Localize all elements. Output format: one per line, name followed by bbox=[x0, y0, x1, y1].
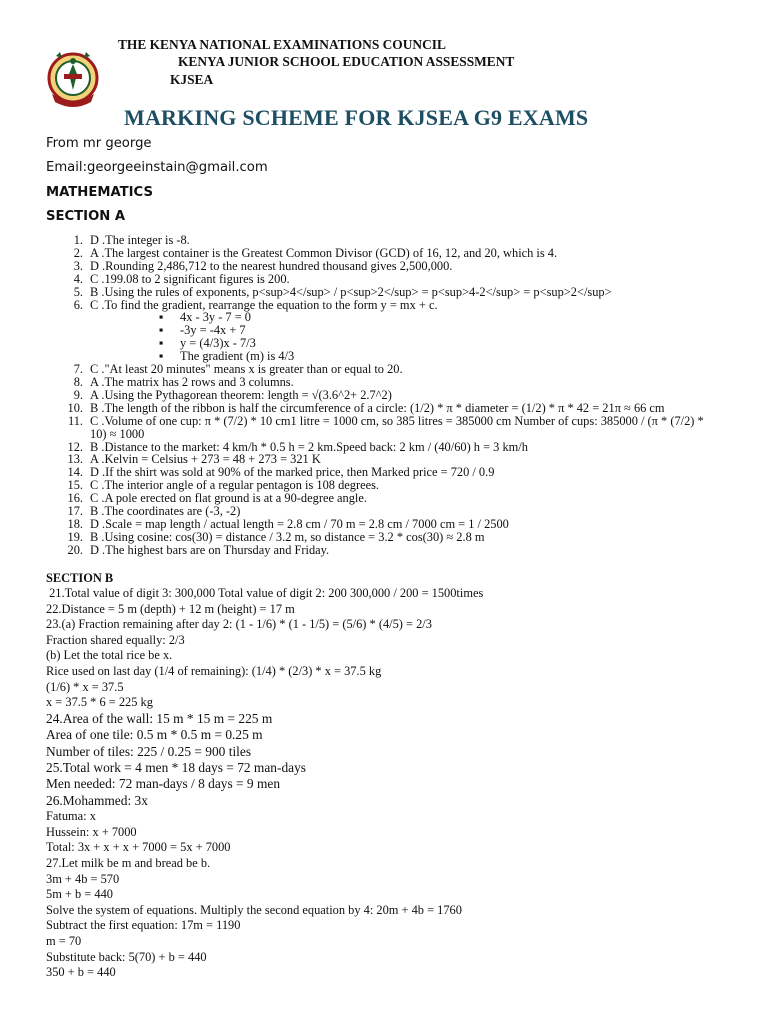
list-item: 7. C ."At least 20 minutes" means x is greater than or equal to 20. bbox=[73, 362, 403, 377]
email-line: Email:georgeeinstain@gmail.com bbox=[46, 160, 268, 175]
section-a-answers bbox=[46, 234, 722, 557]
list-item: 10. B .The length of the ribbon is half the circumference of a circle: (1/2) * π * diameter = (1/2) * π * 42 = 21π ≈ 66 cm bbox=[67, 400, 665, 415]
list-item: 19. B .Using cosine: cos(30) = distance / 3.2 m, so distance = 3.2 * cos(30) ≈ 2.8 m bbox=[67, 529, 485, 544]
list-item: 17. B .The coordinates are (-3, -2) bbox=[67, 504, 241, 519]
list-item: 18. D .Scale = map length / actual length = 2.8 cm / 70 m = 2.8 cm / 7000 cm = 1 / 2500 bbox=[67, 516, 509, 531]
answer-line: m = 70 bbox=[46, 933, 82, 948]
answer-line: 22.Distance = 5 m (depth) + 12 m (height) = 17 m bbox=[46, 601, 295, 616]
list-item: 14. D .If the shirt was sold at 90% of the marked price, then Marked price = 720 / 0.9 bbox=[67, 465, 495, 480]
list-item: 11. C .Volume of one cup: π * (7/2) * 10 cm1 litre = 1000 cm, so 385 litres = 385000 cm Number of cups: 385000 / (π * (7/2) * 10) ≈ 1000 bbox=[67, 413, 704, 441]
answer-line: Hussein: x + 7000 bbox=[46, 824, 137, 839]
bullet-icon: ▪ bbox=[159, 349, 164, 364]
list-item: 8. A .The matrix has 2 rows and 3 columns. bbox=[73, 374, 294, 389]
bullet-icon: ▪ bbox=[159, 336, 164, 351]
answer-line: 25.Total work = 4 men * 18 days = 72 man-days bbox=[46, 759, 306, 775]
list-item: ▪ y = (4/3)x - 7/3 bbox=[159, 336, 256, 351]
council-name: THE KENYA NATIONAL EXAMINATIONS COUNCIL bbox=[118, 37, 446, 52]
section-b-answers bbox=[46, 586, 746, 981]
section-a-heading: SECTION A bbox=[46, 209, 126, 224]
answer-line: Total: 3x + x + x + 7000 = 5x + 7000 bbox=[46, 840, 231, 855]
gradient-steps bbox=[46, 311, 722, 363]
author-line: From mr george bbox=[46, 136, 152, 151]
list-item: 3. D .Rounding 2,486,712 to the nearest hundred thousand gives 2,500,000. bbox=[73, 258, 453, 273]
bullet-icon: ▪ bbox=[159, 323, 164, 338]
answer-line: (b) Let the total rice be x. bbox=[46, 648, 173, 663]
assessment-name: KENYA JUNIOR SCHOOL EDUCATION ASSESSMENT bbox=[178, 54, 515, 69]
answer-line: 3m + 4b = 570 bbox=[46, 871, 120, 886]
bullet-icon: ▪ bbox=[159, 310, 164, 325]
list-item: 16. C .A pole erected on flat ground is at a 90-degree angle. bbox=[67, 491, 367, 506]
list-item: 13. A .Kelvin = Celsius + 273 = 48 + 273 = 321 K bbox=[67, 452, 321, 467]
list-item: 20. D .The highest bars are on Thursday and Friday. bbox=[67, 542, 330, 557]
list-item: 4. C .199.08 to 2 significant figures is 200. bbox=[73, 271, 290, 286]
answer-line: Rice used on last day (1/4 of remaining): (1/4) * (2/3) * x = 37.5 kg bbox=[46, 663, 382, 678]
knec-crest-icon bbox=[44, 50, 102, 110]
list-item: 6. C .To find the gradient, rearrange the equation to the form y = mx + c. bbox=[73, 297, 438, 312]
list-item: 9. A .Using the Pythagorean theorem: length = √(3.6^2+ 2.7^2) bbox=[73, 387, 392, 402]
answer-line: 27.Let milk be m and bread be b. bbox=[46, 855, 211, 870]
answer-line: 26.Mohammed: 3x bbox=[46, 792, 148, 808]
list-item: 1. D .The integer is -8. bbox=[73, 233, 190, 247]
answer-line: 23.(a) Fraction remaining after day 2: (1 - 1/6) * (1 - 1/5) = (5/6) * (4/5) = 2/3 bbox=[46, 617, 432, 632]
answer-line: Fraction shared equally: 2/3 bbox=[46, 632, 185, 647]
section-b-heading: SECTION B bbox=[46, 571, 114, 585]
answer-line: 350 + b = 440 bbox=[46, 965, 116, 980]
list-item: 12. B .Distance to the market: 4 km/h * 0.5 h = 2 km.Speed back: 2 km / (40/60) h = 3 km/h bbox=[67, 439, 528, 454]
answer-line: Fatuma: x bbox=[46, 809, 96, 824]
answer-line: 24.Area of the wall: 15 m * 15 m = 225 m bbox=[46, 710, 273, 726]
answer-line: Solve the system of equations. Multiply the second equation by 4: 20m + 4b = 1760 bbox=[46, 902, 462, 917]
answer-line: Men needed: 72 man-days / 8 days = 9 men bbox=[46, 776, 281, 792]
answer-line: Number of tiles: 225 / 0.25 = 900 tiles bbox=[46, 743, 252, 759]
list-item: 15. C .The interior angle of a regular pentagon is 108 degrees. bbox=[67, 478, 380, 493]
list-item: ▪ The gradient (m) is 4/3 bbox=[159, 349, 295, 364]
list-item: 2. A .The largest container is the Greatest Common Divisor (GCD) of 16, 12, and 20, which is 4. bbox=[73, 245, 558, 260]
list-item: ▪ 4x - 3y - 7 = 0 bbox=[159, 310, 251, 325]
list-item: 5. B .Using the rules of exponents, p<sup>4</sup> / p<sup>2</sup> = p<sup>4-2</sup> = p<sup>2</sup> bbox=[73, 284, 612, 299]
assessment-abbr: KJSEA bbox=[170, 72, 214, 87]
answer-line: 5m + b = 440 bbox=[46, 887, 113, 902]
document-title: MARKING SCHEME FOR KJSEA G9 EXAMS bbox=[124, 105, 589, 130]
answer-line: x = 37.5 * 6 = 225 kg bbox=[46, 695, 153, 710]
answer-line: Subtract the first equation: 17m = 1190 bbox=[46, 918, 241, 933]
answer-line: 21.Total value of digit 3: 300,000 Total value of digit 2: 200 300,000 / 200 = 1500times bbox=[46, 586, 484, 600]
answer-line: (1/6) * x = 37.5 bbox=[46, 679, 124, 694]
list-item: ▪ -3y = -4x + 7 bbox=[159, 323, 246, 338]
answer-line: Substitute back: 5(70) + b = 440 bbox=[46, 949, 207, 964]
answer-line: Area of one tile: 0.5 m * 0.5 m = 0.25 m bbox=[46, 727, 263, 743]
subject-heading: MATHEMATICS bbox=[46, 185, 153, 200]
